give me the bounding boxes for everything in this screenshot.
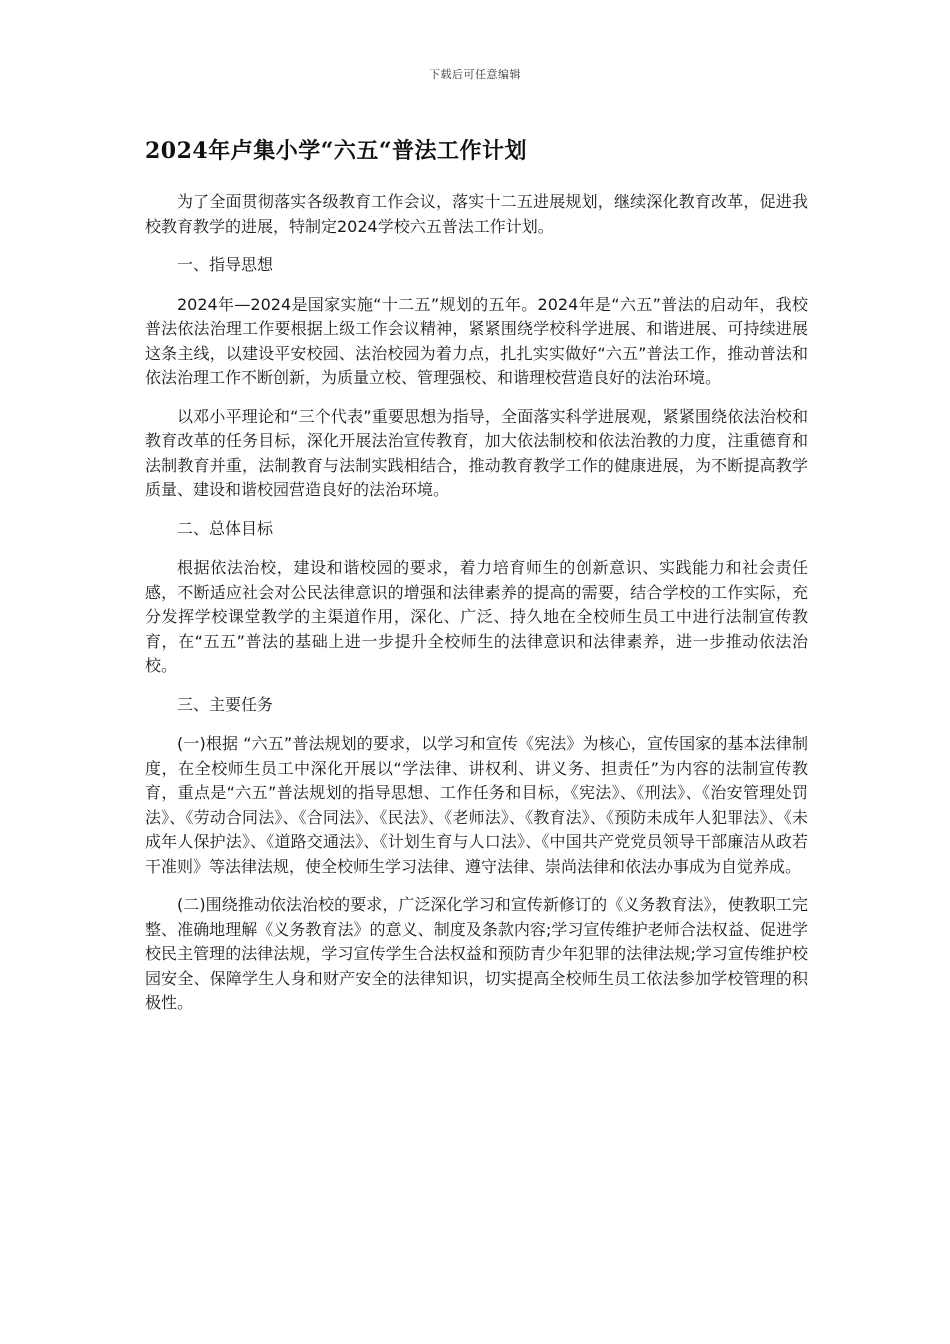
document-body (145, 190, 808, 1030)
document-title: 2024年卢集小学“六五“普法工作计划 (145, 138, 528, 164)
header-note: 下载后可任意编辑 (429, 68, 521, 81)
section-heading-guiding-ideology: 一、指导思想 (177, 255, 274, 274)
body-paragraph: 以邓小平理论和“三个代表”重要思想为指导，全面落实科学进展观，紧紧围绕依法治校和教育改革的任务目标，深化开展法治宣传教育，加大依法制校和依法治教的力度，注重德育和法制教育并重，法制教育与法制实践相结合，推动教育教学工作的健康进展，为不断提高教学质量、建设和谐校园营造良好的法治环境。 (145, 406, 808, 499)
body-paragraph: 2024年—2024是国家实施“十二五”规划的五年。2024年是“六五”普法的启动年，我校普法依法治理工作要根据上级工作会议精神，紧紧围绕学校科学进展、和谐进展、可持续进展这条主线，以建设平安校园、法治校园为着力点，扎扎实实做好“六五”普法工作，推动普法和依法治理工作不断创新，为质量立校、管理强校、和谐理校营造良好的法治环境。 (145, 294, 808, 387)
body-paragraph: (二)围绕推动依法治校的要求，广泛深化学习和宣传新修订的《义务教育法》，使教职工完整、准确地理解《义务教育法》的意义、制度及条款内容;学习宣传维护老师合法权益、促进学校民主管理的法律法规，学习宣传学生合法权益和预防青少年犯罪的法律法规;学习宣传维护校园安全、保障学生人身和财产安全的法律知识，切实提高全校师生员工依法参加学校管理的积极性。 (145, 895, 808, 1012)
body-paragraph: (一)根据 “六五”普法规划的要求，以学习和宣传《宪法》为核心，宣传国家的基本法律制度，在全校师生员工中深化开展以“学法律、讲权利、讲义务、担责任”为内容的法制宣传教育，重点是“六五”普法规划的指导思想、工作任务和目标，《宪法》、《刑法》、《治安管理处罚法》、《劳动合同法》、《合同法》、《民法》、《老师法》、《教育法》、《预防未成年人犯罪法》、《未成年人保护法》、《道路交通法》、《计划生育与人口法》、《中国共产党党员领导干部廉洁从政若干准则》等法律法规，使全校师生学习法律、遵守法律、崇尚法律和依法办事成为自觉养成。 (145, 734, 808, 876)
body-paragraph: 根据依法治校，建设和谐校园的要求，着力培育师生的创新意识、实践能力和社会责任感，不断适应社会对公民法律意识的增强和法律素养的提高的需要，结合学校的工作实际，充分发挥学校课堂教学的主渠道作用，深化、广泛、持久地在全校师生员工中进行法制宣传教育，在“五五”普法的基础上进一步提升全校师生的法律意识和法律素养，进一步推动依法治校。 (145, 558, 808, 675)
section-heading-main-tasks: 三、主要任务 (177, 694, 274, 714)
section-heading-overall-goals: 二、总体目标 (177, 518, 274, 538)
intro-paragraph: 为了全面贯彻落实各级教育工作会议，落实十二五进展规划，继续深化教育改革，促进我校教育教学的进展，特制定2024学校六五普法工作计划。 (145, 192, 808, 236)
